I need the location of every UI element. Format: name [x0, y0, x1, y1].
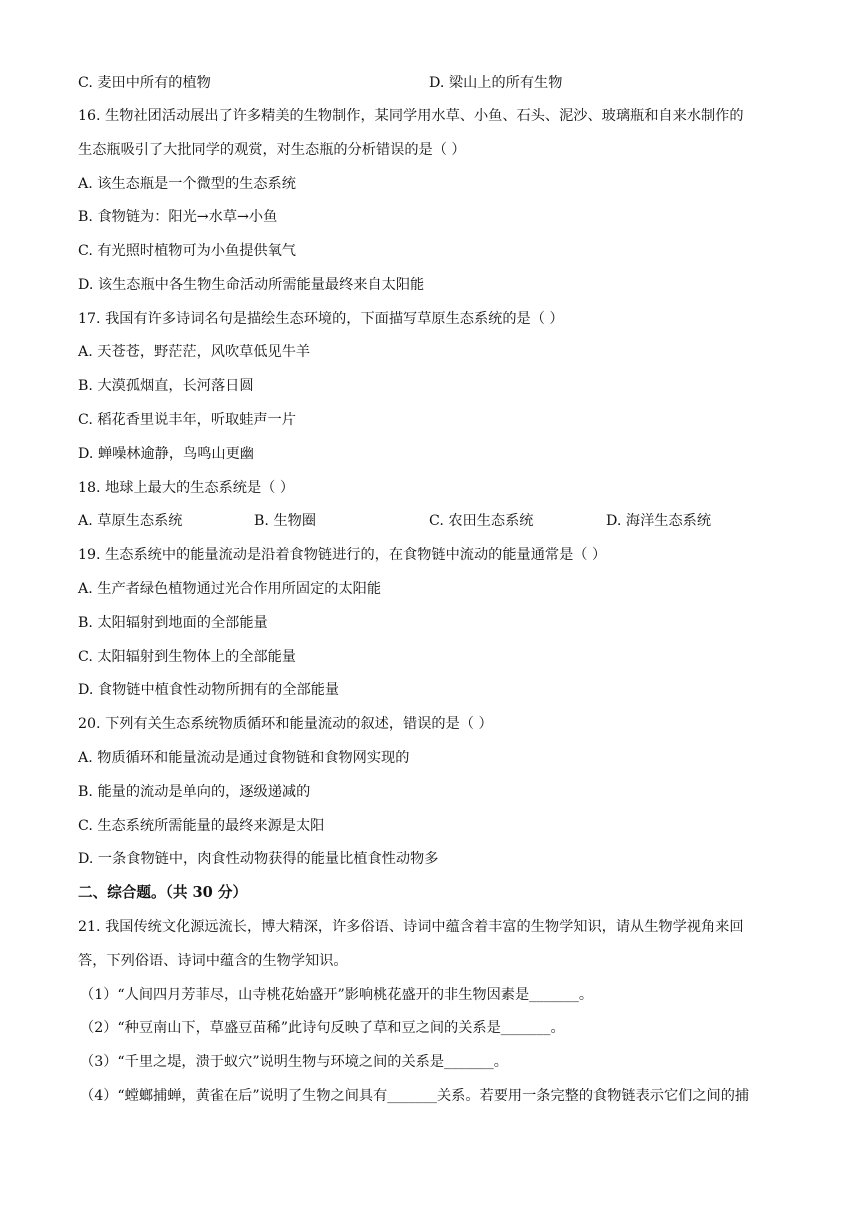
q20-option-a: A. 物质循环和能量流动是通过食物链和食物网实现的	[78, 750, 410, 766]
q21-sub3: （3）“千里之堤，溃于蚁穴”说明生物与环境之间的关系是_______。	[80, 1054, 508, 1070]
q21-sub1: （1）“人间四月芳菲尽，山寺桃花始盛开”影响桃花盛开的非生物因素是_______。	[80, 987, 594, 1003]
q21-sub4: （4）“螳螂捕蝉，黄雀在后”说明了生物之间具有_______关系。若要用一条完整的食物链表示它们之间的捕	[80, 1088, 750, 1104]
q15-option-d: D. 梁山上的所有生物	[429, 75, 563, 91]
q16-option-c: C. 有光照时植物可为小鱼提供氧气	[78, 243, 296, 259]
q19-option-a: A. 生产者绿色植物通过光合作用所固定的太阳能	[78, 581, 382, 597]
q18-option-a: A. 草原生态系统	[78, 513, 183, 529]
q18-option-b: B. 生物圈	[254, 513, 317, 529]
q19-option-b: B. 太阳辐射到地面的全部能量	[78, 615, 268, 631]
q16-option-b: B. 食物链为：阳光→水草→小鱼	[78, 209, 278, 225]
q16-stem-line2: 生态瓶吸引了大批同学的观赏，对生态瓶的分析错误的是（ ）	[78, 142, 466, 158]
q21-stem-line2: 答，下列俗语、诗词中蕴含的生物学知识。	[78, 953, 348, 969]
q17-option-c: C. 稻花香里说丰年，听取蛙声一片	[78, 412, 296, 428]
q19-option-c: C. 太阳辐射到生物体上的全部能量	[78, 649, 296, 665]
q17-option-a: A. 天苍苍，野茫茫，风吹草低见牛羊	[78, 344, 311, 360]
q16-option-d: D. 该生态瓶中各生物生命活动所需能量最终来自太阳能	[78, 277, 425, 293]
q16-stem-line1: 16. 生物社团活动展出了许多精美的生物制作，某同学用水草、小鱼、石头、泥沙、玻璃瓶和自来水制作的	[78, 108, 744, 124]
q21-stem-line1: 21. 我国传统文化源远流长，博大精深，许多俗语、诗词中蕴含着丰富的生物学知识，请从生物学视角来回	[78, 919, 744, 935]
q18-option-d: D. 海洋生态系统	[606, 513, 712, 529]
q19-stem: 19. 生态系统中的能量流动是沿着食物链进行的，在食物链中流动的能量通常是（ ）	[78, 547, 607, 563]
q16-option-a: A. 该生态瓶是一个微型的生态系统	[78, 176, 296, 192]
q15-option-c: C. 麦田中所有的植物	[78, 75, 211, 91]
q18-option-c: C. 农田生态系统	[429, 513, 534, 529]
q17-stem: 17. 我国有许多诗词名句是描绘生态环境的，下面描写草原生态系统的是（ ）	[78, 311, 564, 327]
q19-option-d: D. 食物链中植食性动物所拥有的全部能量	[78, 682, 340, 698]
q20-option-d: D. 一条食物链中，肉食性动物获得的能量比植食性动物多	[78, 851, 439, 867]
q17-option-b: B. 大漠孤烟直，长河落日圆	[78, 378, 254, 394]
section-heading: 二、综合题。（共 30 分）	[78, 884, 248, 901]
q20-stem: 20. 下列有关生态系统物质循环和能量流动的叙述，错误的是（ ）	[78, 716, 493, 732]
q20-option-b: B. 能量的流动是单向的，逐级递减的	[78, 784, 311, 800]
q21-sub2: （2）“种豆南山下，草盛豆苗稀”此诗句反映了草和豆之间的关系是_______。	[80, 1020, 565, 1036]
q18-stem: 18. 地球上最大的生态系统是（ ）	[78, 480, 295, 496]
q17-option-d: D. 蝉噪林逾静，鸟鸣山更幽	[78, 446, 254, 462]
q20-option-c: C. 生态系统所需能量的最终来源是太阳	[78, 818, 325, 834]
